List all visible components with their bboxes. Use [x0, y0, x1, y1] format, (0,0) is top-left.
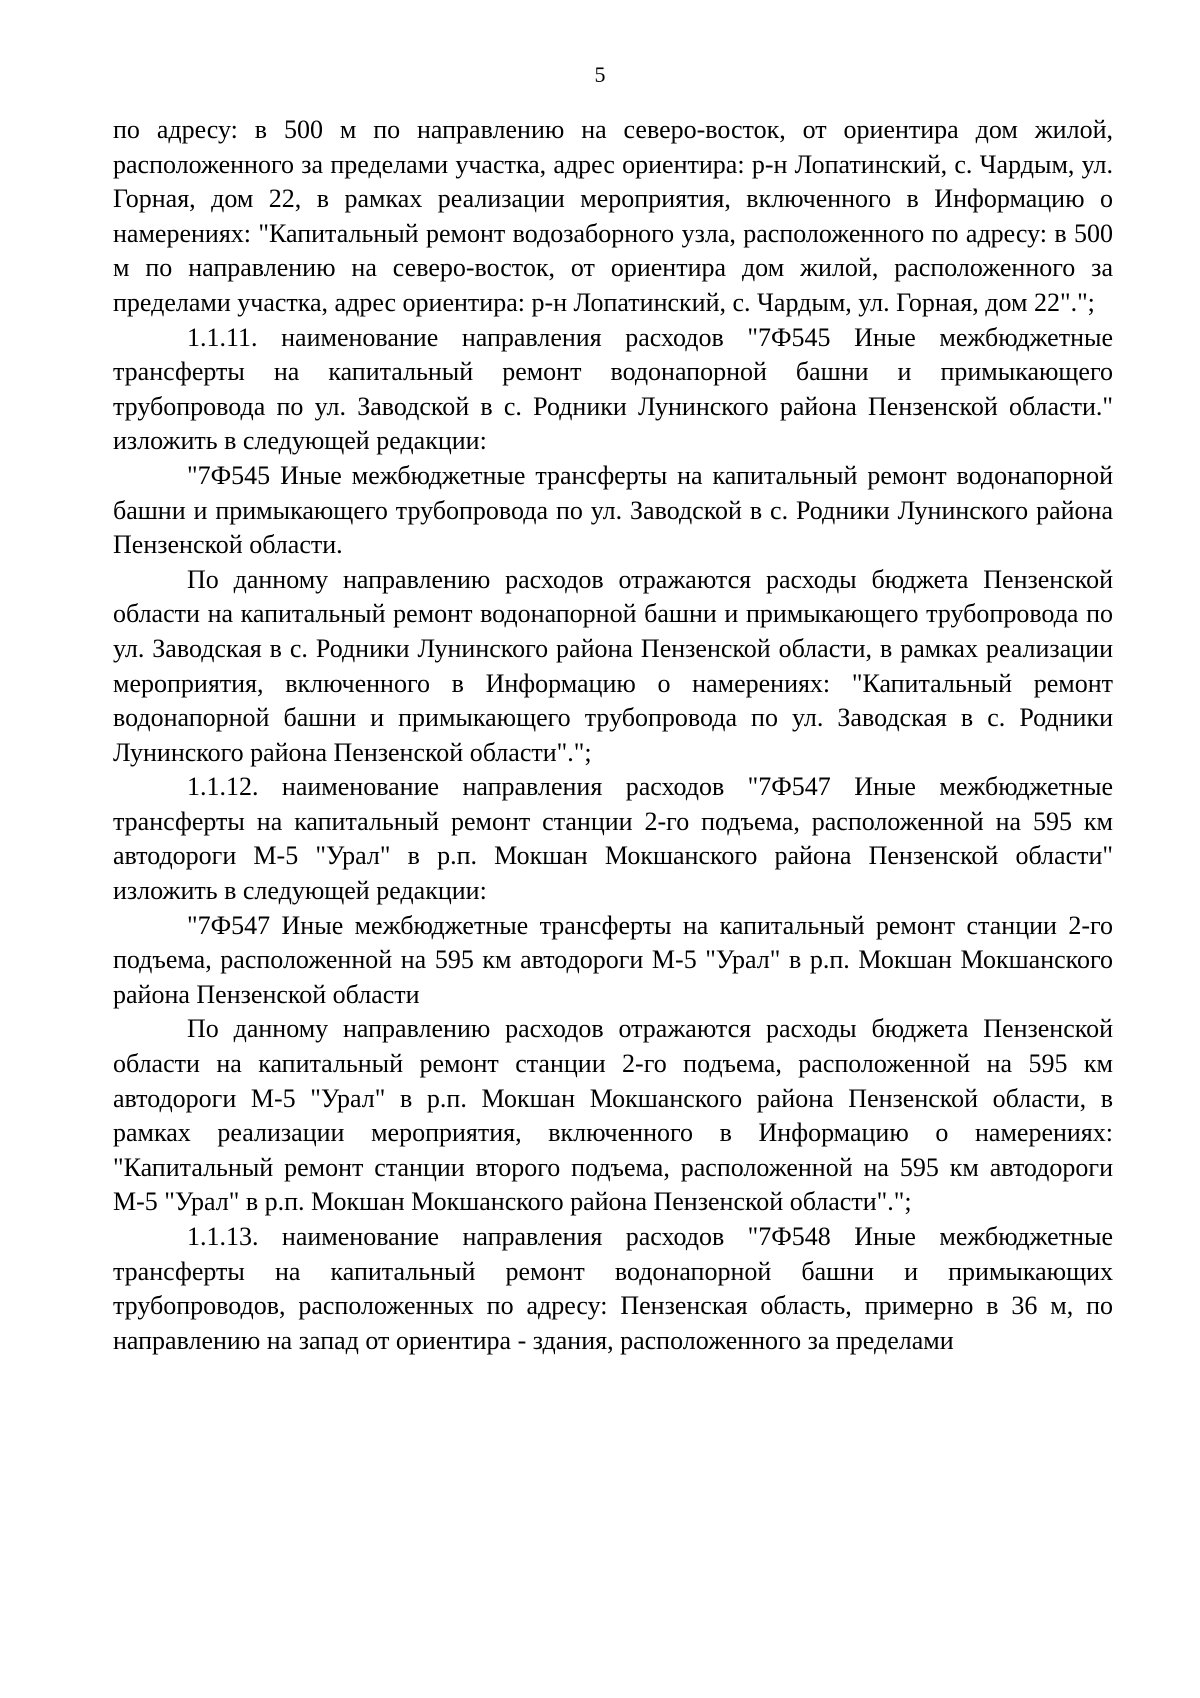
paragraph-7f545-title: "7Ф545 Иные межбюджетные трансферты на капитальный ремонт водонапорной башни и примыкающего трубопровода по ул. Заводской в с. Родники Лунинского района Пензенской области.	[113, 460, 1113, 560]
paragraph-continuation: по адресу: в 500 м по направлению на северо-восток, от ориентира дом жилой, расположенного за пределами участка, адрес ориентира: р-н Лопатинский, с. Чардым, ул. Горная, дом 22, в рамках реализации мероприятия, включенного в Информацию о намерениях: "Капитальный ремонт водозаборного узла, расположенного по адресу: в 500 м по направлению на северо-восток, от ориентира дом жилой, расположенного за пределами участка, адрес ориентира: р-н Лопатинский, с. Чардым, ул. Горная, дом 22".";	[113, 115, 1113, 317]
paragraph-7f545-description: По данному направлению расходов отражаются расходы бюджета Пензенской области на капитальный ремонт водонапорной башни и примыкающего трубопровода по ул. Заводская в с. Родники Лунинского района Пензенской области, в рамках реализации мероприятия, включенного в Информацию о намерениях: "Капитальный ремонт водонапорной башни и примыкающего трубопровода по ул. Заводская в с. Родники Лунинского района Пензенской области".";	[113, 564, 1113, 767]
paragraph-item-1-1-13: 1.1.13. наименование направления расходов "7Ф548 Иные межбюджетные трансферты на капитальный ремонт водонапорной башни и примыкающих трубопроводов, расположенных по адресу: Пензенская область, примерно в 36 м, по направлению на запад от ориентира - здания, расположенного за пределами	[113, 1222, 1113, 1355]
page-number: 5	[594, 62, 606, 87]
paragraph-item-1-1-12: 1.1.12. наименование направления расходов "7Ф547 Иные межбюджетные трансферты на капитальный ремонт станции 2-го подъема, расположенной на 595 км автодороги М-5 "Урал" в р.п. Мокшан Мокшанского района Пензенской области" изложить в следующей редакции:	[113, 772, 1113, 906]
paragraph-7f547-title: "7Ф547 Иные межбюджетные трансферты на капитальный ремонт станции 2-го подъема, расположенной на 595 км автодороги М-5 "Урал" в р.п. Мокшан Мокшанского района Пензенской области	[113, 910, 1113, 1009]
paragraph-7f547-description: По данному направлению расходов отражаются расходы бюджета Пензенской области на капитальный ремонт станции 2-го подъема, расположенной на 595 км автодороги М-5 "Урал" в р.п. Мокшан Мокшанского района Пензенской области, в рамках реализации мероприятия, включенного в Информацию о намерениях: "Капитальный ремонт станции второго подъема, расположенной на 595 км автодороги М-5 "Урал" в р.п. Мокшан Мокшанского района Пензенской области".";	[113, 1014, 1113, 1217]
paragraph-item-1-1-11: 1.1.11. наименование направления расходов "7Ф545 Иные межбюджетные трансферты на капитальный ремонт водонапорной башни и примыкающего трубопровода по ул. Заводской в с. Родники Лунинского района Пензенской области." изложить в следующей редакции:	[113, 322, 1113, 456]
document-body	[113, 113, 1113, 1358]
